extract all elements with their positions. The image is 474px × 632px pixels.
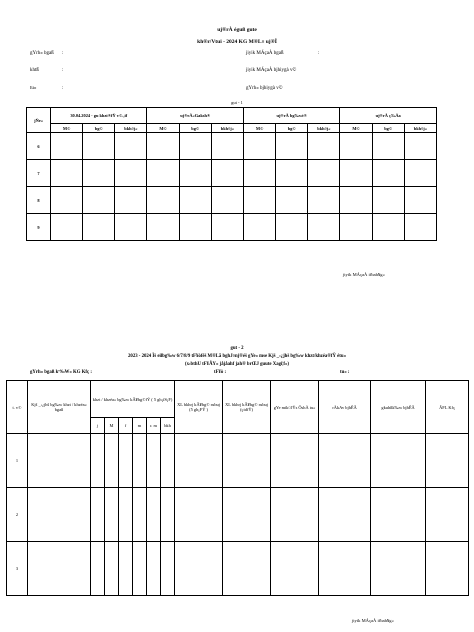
- page1-subcol-female: bg©: [276, 124, 308, 133]
- page2-col-marks: khzt / khzéa« bg‰w kÂ¥bg©fŸ ( 5 gh¡fS¡F): [91, 381, 175, 418]
- page1-subcol-male: M©: [340, 124, 372, 133]
- page1-col-class: jÑe«: [27, 108, 51, 133]
- page1-group-attended: uj®rÀ bg‰wt®: [243, 108, 340, 124]
- page1-field-block: tu«: [30, 86, 37, 91]
- page1-subcol-total: bkh¤j«: [115, 124, 147, 133]
- page1-subcol-total: bkh¤j«: [308, 124, 340, 133]
- page2-subject-col: j: [91, 418, 105, 434]
- page2-block-label: tu« :: [340, 370, 350, 375]
- page2-row-serial: 2: [7, 488, 28, 542]
- page1-row-class: 7: [27, 160, 51, 187]
- page2-subject-col: f: [119, 418, 133, 434]
- table-row: [7, 542, 469, 596]
- table-row: [27, 160, 437, 187]
- page2-col-student-name: Kjš _‹¿jhš bg‰w khzt / khzéa« bgaß: [28, 381, 91, 434]
- page2-row-serial: 1: [7, 434, 28, 488]
- page1-subcol-male: M©: [243, 124, 275, 133]
- page1-group-enrolled: 30.04.2024 - gu khzt®fŸ v©.,if: [51, 108, 147, 124]
- page2-col-serial: t. v©: [7, 381, 28, 434]
- page1-row-class: 9: [27, 214, 51, 241]
- page1-row-class: 8: [27, 187, 51, 214]
- table-row: [27, 187, 437, 214]
- page1-subcol-female: bg©: [372, 124, 404, 133]
- page2-school-label: gYrh« bgaß kº‰W« KG Kfç :: [30, 370, 92, 375]
- page1-field-hm-name: jiyik MÁçaÀ bgaß: [246, 51, 284, 56]
- page1-field-hm-phone: jiyik MÁçaÀ bjhiygà v©: [246, 68, 297, 73]
- page1-title: uj®rÀ éguß gute: [217, 27, 257, 33]
- page2-subject-col: bkh: [161, 418, 175, 434]
- table-row: [7, 434, 469, 488]
- page2-table: [6, 380, 469, 596]
- page2-subject-col: r. m: [147, 418, 161, 434]
- page2-subtitle: (x›bthU tF¥ÃY« jåjåahf jah® brŒJ guute Xagi¦f«): [184, 362, 290, 367]
- table-row: [27, 133, 437, 160]
- page1-field-colon: :: [62, 68, 64, 73]
- page1-signature-label: jiyik MÁçaÀ ifbah¥g«: [343, 272, 385, 277]
- table-row: [7, 488, 469, 542]
- page1-group-applied: uj®rÀ«Gaksh®: [147, 108, 243, 124]
- page2-col-father: gYe mik¤JŸs ÔshÀ tu«: [271, 381, 319, 434]
- page2-col-total: XL bkhrj kÂ¥bg© rubuj (5 gh¡FŸ ): [175, 381, 223, 434]
- page1-field-district: khtß: [30, 68, 39, 73]
- page2-class-label: tF¥ò :: [214, 370, 227, 375]
- page2-col-contact: ÂFL Kfç: [426, 381, 469, 434]
- page1-subcol-male: M©: [51, 124, 83, 133]
- page1-subcol-female: bg©: [179, 124, 211, 133]
- page2-col-occupation-2: gkuhßk‰w bjhÊÂ: [371, 381, 426, 434]
- page2-col-percentage: XL bkhrj kÂ¥bg© rubuj (çidfŸ): [223, 381, 271, 434]
- page1-field-school-phone: gYrh« bjhiygà v©: [246, 86, 283, 91]
- page1-subcol-male: M©: [147, 124, 179, 133]
- page1-field-colon: :: [62, 51, 64, 56]
- page1-subcol-female: bg©: [83, 124, 115, 133]
- page2-title: 2023 - 2024 Ïš eilbg‰w 6/7/8/9 tF¥òfëš M®Lã bghJ¤nj®éš gYe« mse Kjš _‹¿jhš bg‰w khzt/khzéa®fŸ étu«: [128, 354, 346, 359]
- page1-subcol-total: bkh¤j«: [404, 124, 436, 133]
- page1-subtitle: kh®r/Vtui - 2024 KG M®L¤ uj®Î: [197, 39, 277, 45]
- page2-row-serial: 3: [7, 542, 28, 596]
- page1-table-caption: gut - 1: [231, 100, 243, 105]
- page1-table: [26, 107, 437, 241]
- page1-row-class: 6: [27, 133, 51, 160]
- page1-subcol-total: bkh¤j«: [211, 124, 243, 133]
- page1-field-school: gYrh« bgaß: [30, 51, 54, 56]
- page2-signature-label: jiyik MÁçaÀ ifbah¥g«: [352, 618, 394, 623]
- page1-group-absent: uj®rÀ ç‰Ãa: [340, 108, 436, 124]
- page1-field-colon: :: [318, 51, 320, 56]
- page2-caption: gut - 2: [230, 346, 244, 351]
- page1-field-colon: :: [62, 86, 64, 91]
- page2-subject-col: M: [105, 418, 119, 434]
- page2-col-occupation-1: rÃkAv bjhÊÂ: [319, 381, 371, 434]
- page2-subject-col: m: [133, 418, 147, 434]
- table-row: [27, 214, 437, 241]
